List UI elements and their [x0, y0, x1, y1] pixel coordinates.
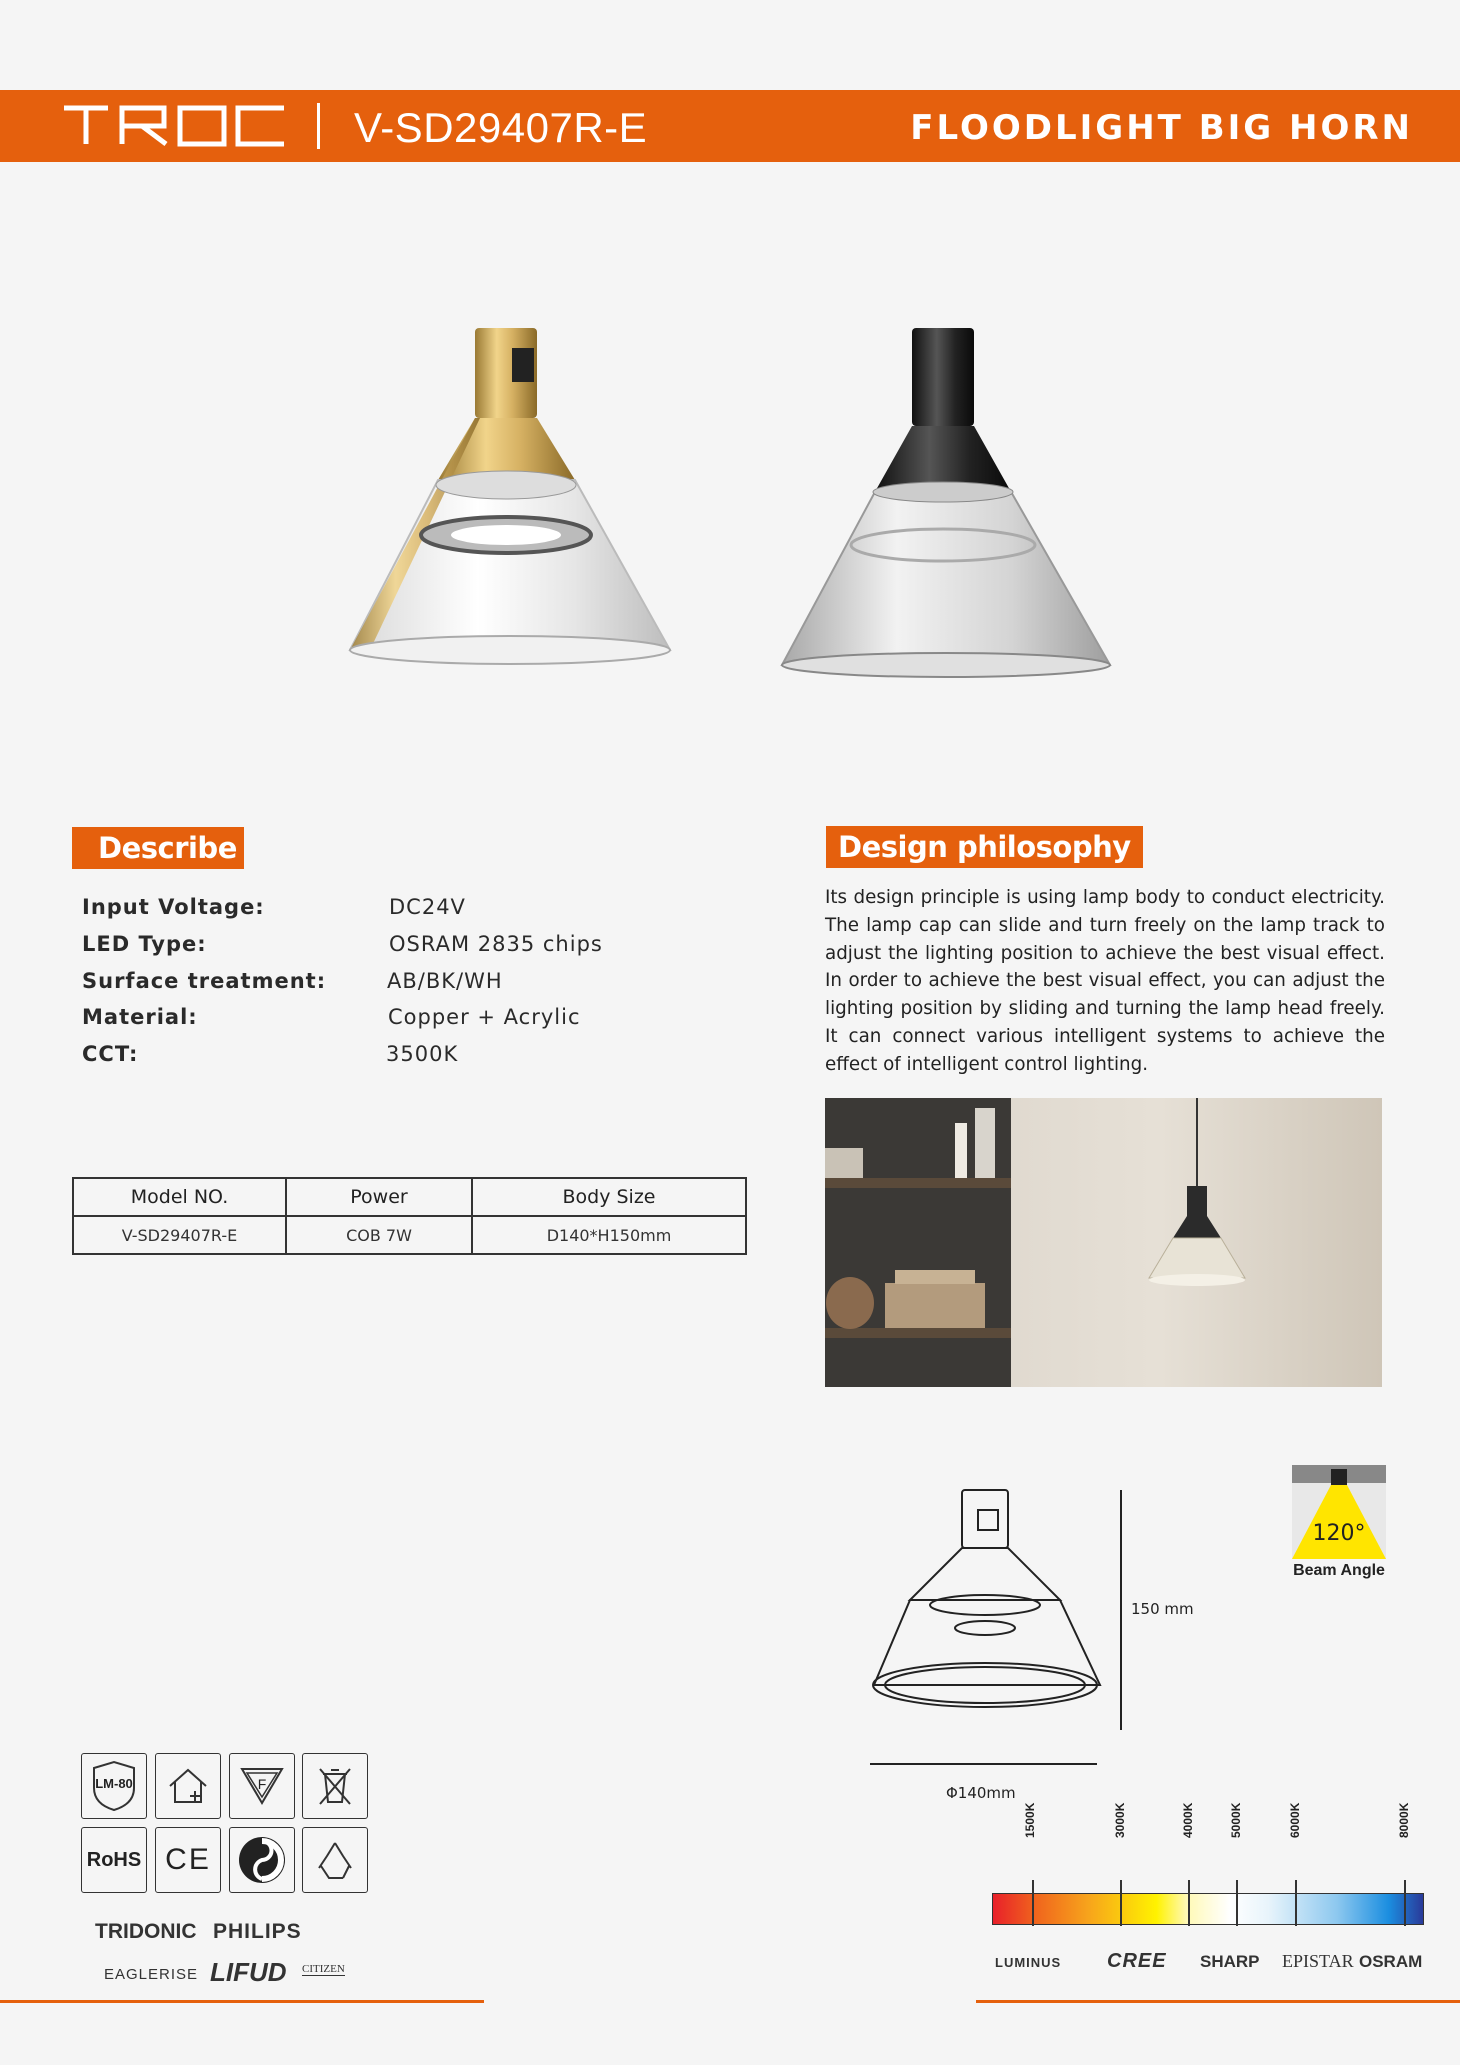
brand-logo [62, 104, 292, 148]
table-cell-body-size: D140*H150mm [472, 1216, 746, 1254]
weee-bin-icon [302, 1753, 368, 1819]
cct-tick-8000k: 8000K [1397, 1802, 1411, 1838]
model-number: V-SD29407R-E [354, 104, 648, 151]
green-dot-icon [229, 1827, 295, 1893]
lm80-label: LM-80 [95, 1776, 133, 1791]
product-image-gold [340, 320, 680, 690]
cct-marker-1500k [1032, 1880, 1034, 1926]
spec-label-material: Material: [82, 1005, 198, 1029]
ce-label: CE [165, 1843, 211, 1876]
table-row [73, 1216, 746, 1254]
spec-value-surface-treatment: AB/BK/WH [387, 969, 503, 993]
table-cell-model: V-SD29407R-E [73, 1216, 286, 1254]
cct-tick-1500k: 1500K [1023, 1802, 1037, 1838]
ce-badge [155, 1827, 221, 1893]
scene-photo [825, 1098, 1382, 1387]
cct-marker-5000k [1236, 1880, 1238, 1926]
table-header-model: Model NO. [73, 1178, 286, 1216]
svg-text:F: F [257, 1776, 267, 1792]
chip-brand-osram: OSRAM [1359, 1952, 1423, 1971]
cct-tick-3000k: 3000K [1113, 1802, 1127, 1838]
table-header-power: Power [286, 1178, 472, 1216]
beam-angle-label: Beam Angle [1293, 1562, 1385, 1579]
chip-brand-epistar: EPISTAR [1282, 1951, 1354, 1971]
spec-value-material: Copper + Acrylic [388, 1005, 581, 1029]
height-dimension-line [1120, 1490, 1122, 1730]
beam-angle-value: 120° [1312, 1521, 1366, 1546]
cct-marker-4000k [1188, 1880, 1190, 1926]
cct-tick-4000k: 4000K [1181, 1802, 1195, 1838]
chip-brand-luminus: LUMINUS [995, 1955, 1062, 1970]
spec-value-input-voltage: DC24V [389, 895, 466, 919]
recycle-icon [302, 1827, 368, 1893]
cct-marker-3000k [1120, 1880, 1122, 1926]
spec-value-cct: 3500K [386, 1042, 459, 1066]
rohs-label: RoHS [86, 1848, 142, 1871]
product-name: FLOODLIGHT BIG HORN [910, 108, 1413, 148]
table-header-body-size: Body Size [472, 1178, 746, 1216]
design-philosophy-heading: Design philosophy [826, 826, 1143, 868]
footer-accent-line-left [0, 2000, 484, 2003]
describe-heading: Describe [72, 827, 244, 869]
table-header-row [73, 1178, 746, 1216]
cct-tick-5000k: 5000K [1229, 1802, 1243, 1838]
design-philosophy-text: Its design principle is using lamp body to conduct electricity. The lamp cap can slide and turn freely on the lamp track to adjust the lighting position to achieve the best visual effect. In order to achieve the best visual effect, you can adjust the lighting position by sliding and turning the lamp head freely. It can connect various intelligent systems to achieve the effect of intelligent control lighting. [825, 887, 1385, 1075]
rohs-badge [81, 1827, 147, 1893]
chip-brand-sharp: SHARP [1200, 1952, 1260, 1971]
product-image-black [770, 320, 1120, 690]
spec-label-surface-treatment: Surface treatment: [82, 969, 327, 993]
table-cell-power: COB 7W [286, 1216, 472, 1254]
spec-label-input-voltage: Input Voltage: [82, 895, 265, 919]
driver-brand-lifud: LIFUD [210, 1957, 287, 1987]
model-table [72, 1177, 747, 1255]
driver-brand-tridonic: TRIDONIC [95, 1920, 197, 1943]
cct-marker-6000k [1295, 1880, 1297, 1926]
header-divider [317, 103, 320, 149]
spec-label-led-type: LED Type: [82, 932, 207, 956]
cct-tick-6000k: 6000K [1288, 1802, 1302, 1838]
cct-marker-8000k [1404, 1880, 1406, 1926]
lm80-icon [81, 1753, 147, 1819]
diameter-dimension-line [870, 1763, 1097, 1765]
driver-brand-eaglerise: EAGLERISE [104, 1966, 199, 1983]
dimension-drawing [860, 1480, 1140, 1780]
indoor-use-icon [155, 1753, 221, 1819]
f-mark-icon [229, 1753, 295, 1819]
spec-value-led-type: OSRAM 2835 chips [389, 932, 603, 956]
cct-color-bar [992, 1893, 1424, 1925]
chip-brand-cree: CREE [1107, 1950, 1167, 1972]
driver-brand-citizen: CITIZEN [302, 1963, 345, 1975]
diameter-dimension-label: Φ140mm [946, 1784, 1016, 1802]
driver-brand-philips: PHILIPS [213, 1920, 302, 1943]
height-dimension-label: 150 mm [1131, 1600, 1194, 1618]
spec-label-cct: CCT: [82, 1042, 139, 1066]
footer-accent-line-right [976, 2000, 1460, 2003]
